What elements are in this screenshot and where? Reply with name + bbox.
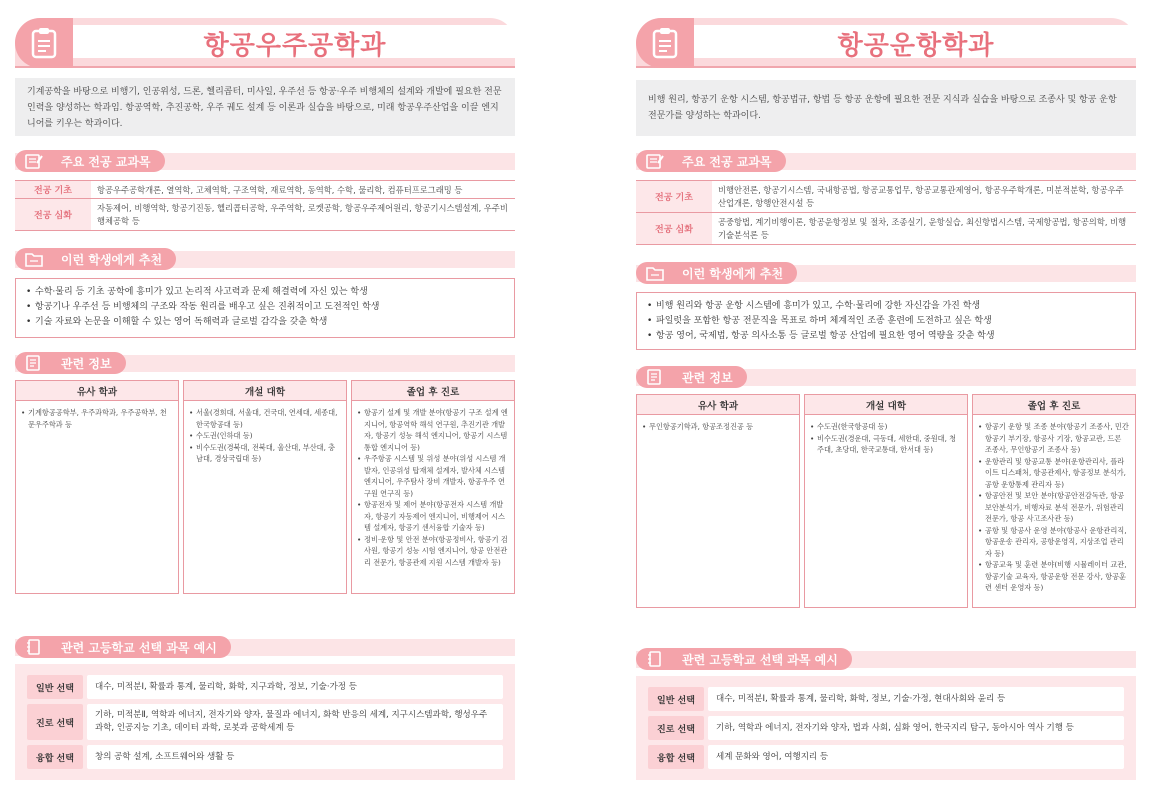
- section-header-recommend: 이런 학생에게 추천: [15, 248, 515, 270]
- subject-row: 융합 선택 창의 공학 설계, 소프트웨어와 생활 등: [27, 745, 503, 769]
- list-item: • 기계항공공학부, 우주과학과, 우주공학부, 천문우주학과 등: [21, 407, 173, 430]
- page-title: 항공운항학과: [837, 30, 995, 61]
- section-header-info: 관련 정보: [636, 366, 1136, 388]
- section-header-highschool: 관련 고등학교 선택 과목 예시: [15, 636, 515, 658]
- list-item: • 정비·운항 및 안전 분야(항공정비사, 항공기 검사원, 항공기 성능 시험 엔지니어, 항공 안전관리 전문가, 항공관제 지원 시스템 개발자 등): [357, 534, 509, 569]
- list-item: • 수도권(한국항공대 등): [810, 421, 962, 433]
- list-item: • 수도권(인하대 등): [189, 430, 341, 442]
- section-header-curriculum: 주요 전공 교과목: [15, 150, 515, 172]
- list-item: • 비수도권(경북대, 전북대, 울산대, 부산대, 충남대, 경상국립대 등): [189, 442, 341, 465]
- section-header-info: 관련 정보: [15, 352, 515, 374]
- curriculum-table: [636, 180, 1136, 245]
- notebook-icon: [640, 650, 670, 668]
- info-column-careers: 졸업 후 진로 • 항공기 설계 및 개발 분야(항공기 구조 설계 엔지니어, 항공역학 해석 연구원, 추진기관 개발자, 항공기 성능 해석 엔지니어, 항공기 시스템 통합 엔지니어 등) • 우주항공 시스템 및 위성 분야(위성 시스템 개발자, 인공위성 탑재체 설계자, 발사체 시스템 엔지니어, 우주탐사 장비 개발자, 항공우주 연구원 연구직 등) • 항공전자 및 제어 분야(항공전자 시스템 개발자, 항공기 자동제어 엔지니어, 비행제어 시스템 설계자, 항공기 센서융합 기술자 등) • 정비·운항 및 안전 분야(항공정비사, 항공기 검사원, 항공기 성능 시험 엔지니어, 항공 안전관리 전문가, 항공관제 지원 시스템 개발자 등): [351, 380, 515, 594]
- list-item: • 우주항공 시스템 및 위성 분야(위성 시스템 개발자, 인공위성 탑재체 설계자, 발사체 시스템 엔지니어, 우주탐사 장비 개발자, 항공우주 연구원 연구직 등): [357, 453, 509, 499]
- list-item: • 항공 영어, 국제법, 항공 의사소통 등 글로벌 항공 산업에 필요한 영어 역량을 갖춘 학생: [647, 329, 1125, 344]
- list-item: • 수학·물리 등 기초 공학에 흥미가 있고 논리적 사고력과 문제 해결력에 자신 있는 학생: [26, 285, 504, 300]
- info-column-universities: 개설 대학 • 서울(경희대, 서울대, 건국대, 연세대, 세종대, 한국항공대 등) • 수도권(인하대 등) • 비수도권(경북대, 전북대, 울산대, 부산대, 충남대, 경상국립대 등): [183, 380, 347, 594]
- recommend-list: [15, 278, 515, 338]
- clipboard-icon: [15, 18, 73, 68]
- list-item: • 서울(경희대, 서울대, 건국대, 연세대, 세종대, 한국항공대 등): [189, 407, 341, 430]
- curriculum-row: 전공 기초 비행안전론, 항공기시스템, 국내항공법, 항공교통업무, 항공교통관제영어, 항공우주학개론, 미분적분학, 항공우주산업개론, 항행안전시설 등: [636, 181, 1136, 213]
- folder-icon: [640, 264, 670, 282]
- notepad-icon: [19, 152, 49, 170]
- list-item: • 공항 및 항공사 운영 분야(항공사 운항관리직, 항공운송 관리자, 공항운영직, 지상조업 관리자 등): [978, 525, 1130, 560]
- curriculum-row: 전공 기초 항공우주공학개론, 열역학, 고체역학, 구조역학, 재료역학, 동역학, 수학, 물리학, 컴퓨터프로그래밍 등: [15, 181, 515, 199]
- list-item: • 항공전자 및 제어 분야(항공전자 시스템 개발자, 항공기 자동제어 엔지니어, 비행제어 시스템 설계자, 항공기 센서융합 기술자 등): [357, 499, 509, 534]
- info-column-similar: 유사 학과 • 기계항공공학부, 우주과학과, 우주공학부, 천문우주학과 등: [15, 380, 179, 594]
- subject-row: 융합 선택 세계 문화와 영어, 여행지리 등: [648, 745, 1124, 769]
- page-title: 항공우주공학과: [203, 30, 387, 61]
- list-item: • 파일럿을 포함한 항공 전문직을 목표로 하며 체계적인 조종 훈련에 도전하고 싶은 학생: [647, 314, 1125, 329]
- recommend-list: [636, 292, 1136, 350]
- document-icon: [640, 368, 670, 386]
- highschool-subjects: [636, 676, 1136, 780]
- list-item: • 항공교육 및 훈련 분야(비행 시뮬레이터 교관, 항공기술 교육자, 항공운항 전문 강사, 항공훈련 센터 운영자 등): [978, 559, 1130, 594]
- list-item: • 항공기나 우주선 등 비행체의 구조와 작동 원리를 배우고 싶은 진취적이고 도전적인 학생: [26, 300, 504, 315]
- title-banner: [636, 18, 1136, 68]
- clipboard-icon: [636, 18, 694, 68]
- intro-text: 기계공학을 바탕으로 비행기, 인공위성, 드론, 헬리콥터, 미사일, 우주선 등 항공·우주 비행체의 설계와 개발에 필요한 전문 인력을 양성하는 학과임. 항공역학, 추진공학, 우주 궤도 설계 등 이론과 실습을 바탕으로, 미래 항공우주산업을 이끌 엔지니어를 키우는 학과이다.: [15, 78, 515, 136]
- info-column-universities: 개설 대학 • 수도권(한국항공대 등) • 비수도권(경운대, 극동대, 세한대, 중원대, 청주대, 초당대, 한국교통대, 한서대 등): [804, 394, 968, 608]
- curriculum-row: 전공 심화 공중항법, 계기비행이론, 항공운항정보 및 절차, 조종실기, 운항실습, 최신항법시스템, 국제항공법, 항공의학, 비행기술분석론 등: [636, 213, 1136, 245]
- list-item: • 항공기 설계 및 개발 분야(항공기 구조 설계 엔지니어, 항공역학 해석 연구원, 추진기관 개발자, 항공기 성능 해석 엔지니어, 항공기 시스템 통합 엔지니어 등): [357, 407, 509, 453]
- subject-row: 일반 선택 대수, 미적분Ⅰ, 확률과 통계, 물리학, 화학, 정보, 기술·가정, 현대사회와 윤리 등: [648, 687, 1124, 711]
- section-header-recommend: 이런 학생에게 추천: [636, 262, 1136, 284]
- notepad-icon: [640, 152, 670, 170]
- folder-icon: [19, 250, 49, 268]
- document-icon: [19, 354, 49, 372]
- subject-row: 진로 선택 기하, 미적분Ⅱ, 역학과 에너지, 전자기와 양자, 물질과 에너지, 화학 반응의 세계, 지구시스템과학, 행성우주과학, 인공지능 기초, 데이터 과학, 로봇과 공학세계 등: [27, 704, 503, 740]
- info-column-careers: 졸업 후 진로 • 항공기 운항 및 조종 분야(항공기 조종사, 민간 항공기 부기장, 항공사 기장, 항공교관, 드론 조종사, 무인항공기 조종사 등) • 운항관리 및 항공교통 분야(운항관리사, 플라이트 디스패처, 항공관제사, 항공정보 분석가, 공항 운항통제 관리자 등) • 항공안전 및 보안 분야(항공안전감독관, 항공 보안분석가, 비행자료 분석 전문가, 위험관리 전문가, 항공 사고조사관 등) • 공항 및 항공사 운영 분야(항공사 운항관리직, 항공운송 관리자, 공항운영직, 지상조업 관리자 등) • 항공교육 및 훈련 분야(비행 시뮬레이터 교관, 항공기술 교육자, 항공운항 전문 강사, 항공훈련 센터 운영자 등): [972, 394, 1136, 608]
- info-column-similar: 유사 학과 • 무인항공기학과, 항공조정진공 등: [636, 394, 800, 608]
- info-columns: [636, 394, 1136, 608]
- curriculum-table: [15, 180, 515, 231]
- list-item: • 운항관리 및 항공교통 분야(운항관리사, 플라이트 디스패처, 항공관제사, 항공정보 분석가, 공항 운항통제 관리자 등): [978, 456, 1130, 491]
- subject-row: 일반 선택 대수, 미적분Ⅰ, 확률과 통계, 물리학, 화학, 지구과학, 정보, 기술·가정 등: [27, 675, 503, 699]
- list-item: • 비행 원리와 항공 운항 시스템에 흥미가 있고, 수학·물리에 강한 자신감을 가진 학생: [647, 299, 1125, 314]
- section-header-curriculum: 주요 전공 교과목: [636, 150, 1136, 172]
- intro-text: 비행 원리, 항공기 운항 시스템, 항공법규, 항법 등 항공 운항에 필요한 전문 지식과 실습을 바탕으로 조종사 및 항공 운항 전문가를 양성하는 학과이다.: [636, 80, 1136, 136]
- notebook-icon: [19, 638, 49, 656]
- right-page: [636, 0, 1136, 794]
- list-item: • 비수도권(경운대, 극동대, 세한대, 중원대, 청주대, 초당대, 한국교통대, 한서대 등): [810, 433, 962, 456]
- list-item: • 기술 자료와 논문을 이해할 수 있는 영어 독해력과 글로벌 감각을 갖춘 학생: [26, 315, 504, 330]
- section-header-highschool: 관련 고등학교 선택 과목 예시: [636, 648, 1136, 670]
- title-banner: [15, 18, 515, 68]
- info-columns: [15, 380, 515, 594]
- curriculum-row: 전공 심화 자동제어, 비행역학, 항공기진동, 헬리콥터공학, 우주역학, 로켓공학, 항공우주제어원리, 항공기시스템설계, 우주비행체공학 등: [15, 199, 515, 231]
- subject-row: 진로 선택 기하, 역학과 에너지, 전자기와 양자, 법과 사회, 심화 영어, 한국지리 탐구, 동아시아 역사 기행 등: [648, 716, 1124, 740]
- highschool-subjects: [15, 664, 515, 780]
- list-item: • 항공안전 및 보안 분야(항공안전감독관, 항공 보안분석가, 비행자료 분석 전문가, 위험관리 전문가, 항공 사고조사관 등): [978, 490, 1130, 525]
- left-page: [15, 0, 515, 794]
- list-item: • 항공기 운항 및 조종 분야(항공기 조종사, 민간 항공기 부기장, 항공사 기장, 항공교관, 드론 조종사, 무인항공기 조종사 등): [978, 421, 1130, 456]
- list-item: • 무인항공기학과, 항공조정진공 등: [642, 421, 794, 433]
